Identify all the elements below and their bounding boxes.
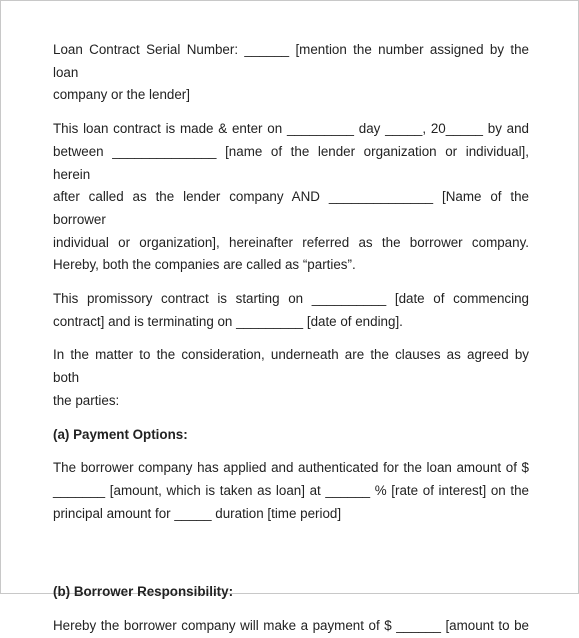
- text-line: This loan contract is made & enter on _________ day _____, 20_____ by and: [53, 121, 529, 137]
- consideration-paragraph: [53, 344, 529, 412]
- text-line: contract] and is terminating on _________ [date of ending].: [53, 313, 403, 329]
- loan-contract-text: [53, 39, 529, 638]
- text-line: the parties:: [53, 392, 120, 408]
- text-line: between ______________ [name of the lender organization or individual], herein: [53, 143, 529, 182]
- text-line: In the matter to the consideration, underneath are the clauses as agreed by both: [53, 347, 529, 386]
- text-line: Loan Contract Serial Number: ______ [mention the number assigned by the loan: [53, 42, 529, 80]
- text-line: _______ [amount, which is taken as loan] at ______ % [rate of interest] on the: [53, 482, 529, 498]
- payment-options-paragraph: [53, 457, 529, 525]
- contract-parties-paragraph: [53, 118, 529, 277]
- text-line: This promissory contract is starting on __________ [date of commencing: [53, 291, 529, 307]
- serial-number-paragraph: [53, 39, 529, 107]
- text-line: principal amount for _____ duration [time period]: [53, 505, 342, 521]
- text-line: Hereby, both the companies are called as “parties”.: [53, 257, 356, 273]
- text-line: company or the lender]: [53, 87, 190, 103]
- text-line: Hereby the borrower company will make a payment of $ ______ [amount to be: [53, 618, 529, 634]
- text-line: after called as the lender company AND ______________ [Name of the borrower: [53, 189, 529, 227]
- payment-options-heading: (a) Payment Options:: [53, 426, 188, 442]
- contract-term-paragraph: [53, 288, 529, 333]
- borrower-responsibility-paragraph: [53, 615, 529, 638]
- text-line: The borrower company has applied and authenticated for the loan amount of $: [53, 460, 529, 476]
- borrower-responsibility-heading: (b) Borrower Responsibility:: [53, 584, 234, 600]
- text-line: individual or organization], hereinafter referred as the borrower company.: [53, 234, 529, 250]
